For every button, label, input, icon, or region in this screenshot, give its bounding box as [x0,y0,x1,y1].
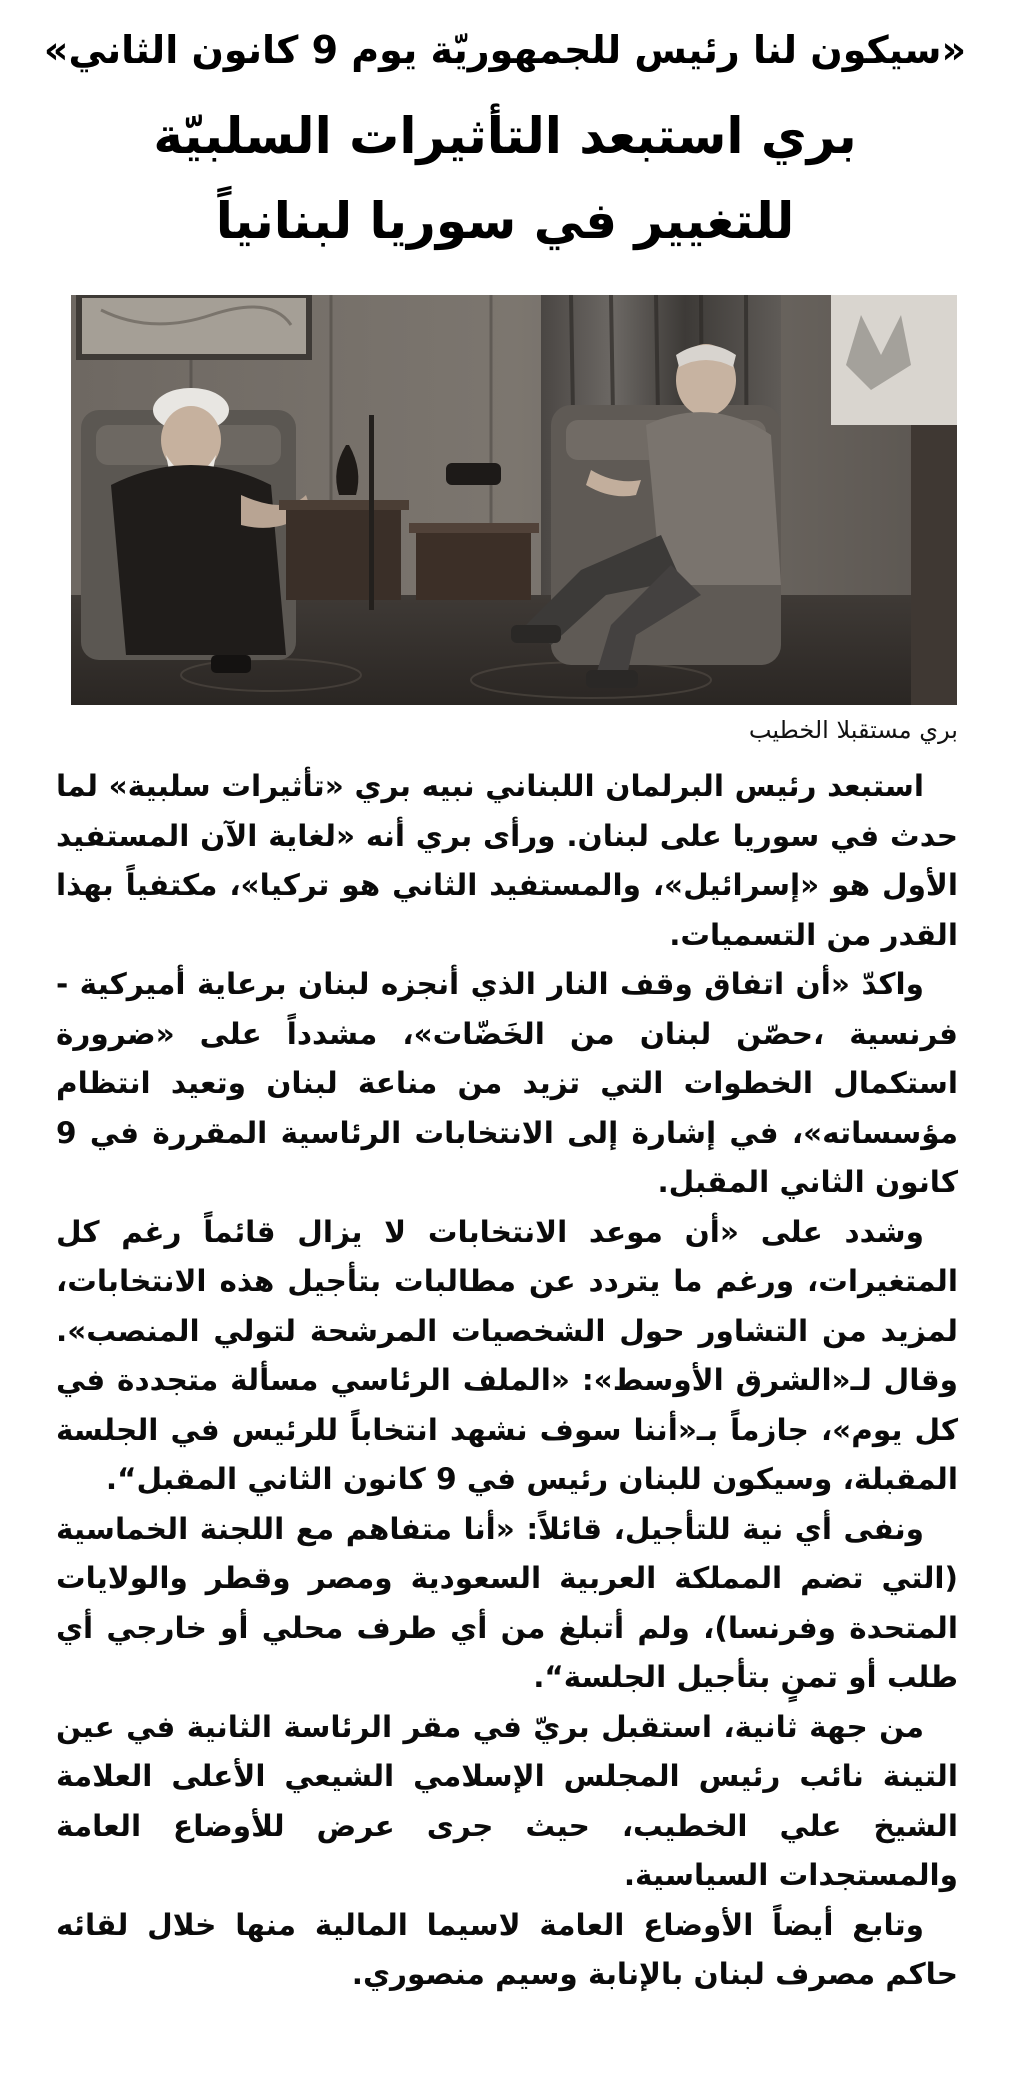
headline-title-line-2: للتغيير في سوريا لبنانياً [215,192,795,250]
headline-title-line-1: بري استبعد التأثيرات السلبيّة [153,107,857,165]
article-paragraph: وشدد على «أن موعد الانتخابات لا يزال قائماً رغم كل المتغيرات، ورغم ما يتردد عن مطالبات بتأجيل هذه الانتخابات، لمزيد من التشاور حول الشخصيات المرشحة لتولي المنصب». وقال لـ«الشرق الأوسط»: «الملف الرئاسي مسألة متجددة في كل يوم»، جازماً بـ«أننا سوف نشهد انتخاباً للرئيس في الجلسة المقبلة، وسيكون للبنان رئيس في 9 كانون الثاني المقبل“. [56,1214,958,1496]
article-paragraph: استبعد رئيس البرلمان اللبناني نبيه بري «تأثيرات سلبية» لما حدث في سوريا على لبنان. ورأى بري أنه «لغاية الآن المستفيد الأول هو «إسرائيل»، والمستفيد الثاني هو تركيا»، مكتفياً بهذا القدر من التسميات. [56,769,958,952]
robe [111,465,286,655]
article-paragraph: وتابع أيضاً الأوضاع العامة لاسيما المالية منها خلال لقائه حاكم مصرف لبنان بالإنابة وسيم منصوري. [56,1907,958,1991]
headline-kicker: «سيكون لنا رئيس للجمهوريّة يوم 9 كانون الثاني» [43,28,967,72]
framed-map [79,295,309,357]
article-paragraph: ونفى أي نية للتأجيل، قائلاً: «أنا متفاهم مع اللجنة الخماسية (التي تضم المملكة العربية السعودية ومصر وقطر والولايات المتحدة وفرنسا)، ولم أتبلغ من أي طرف محلي أو خارجي أي طلب أو تمنٍ بتأجيل الجلسة“. [56,1511,958,1694]
photo-caption: بري مستقبلا الخطيب [748,716,958,744]
article-body [56,762,958,2000]
telephone [446,463,501,485]
article-photo [71,295,957,705]
article-paragraph: واكدّ «أن اتفاق وقف النار الذي أنجزه لبنان برعاية أميركية - فرنسية ،حصّن لبنان من الخَضّات»، مشدداً على «ضرورة استكمال الخطوات التي تزيد من مناعة لبنان وتعيد انتظام مؤسساته»، في إشارة إلى الانتخابات الرئاسية المقررة في 9 كانون الثاني المقبل. [56,967,958,1199]
meeting-photo-illustration [71,295,957,705]
article-paragraph: من جهة ثانية، استقبل بريّ في مقر الرئاسة الثانية في عين التينة نائب رئيس المجلس الإسلامي الشيعي الأعلى العلامة الشيخ علي الخطيب، حيث جرى عرض للأوضاع العامة والمستجدات السياسية. [56,1709,958,1892]
